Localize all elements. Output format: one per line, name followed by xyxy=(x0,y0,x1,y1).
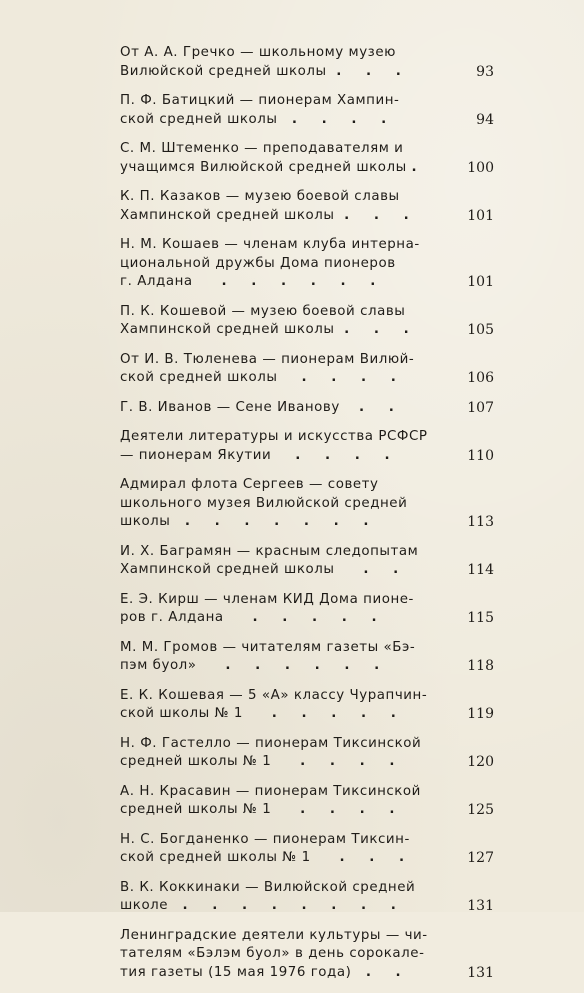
page-number: 101 xyxy=(467,274,494,290)
page-number: 101 xyxy=(467,207,494,224)
entry-text: школе xyxy=(120,898,169,913)
entry-line: школьного музея Вилюйской средней xyxy=(120,495,408,511)
leader-dots: . . . xyxy=(344,207,419,223)
toc-entry xyxy=(120,687,494,724)
toc-entry xyxy=(120,735,494,772)
entry-line xyxy=(120,111,458,130)
entry-text: тия газеты (15 мая 1976 года) xyxy=(120,964,352,980)
leader-dots: . . . . . xyxy=(271,706,406,721)
entry-line: От И. В. Тюленева — пионерам Вилюй- xyxy=(120,351,415,367)
entry-line xyxy=(120,849,458,868)
page-number: 119 xyxy=(467,706,494,722)
entry-text: Хампинской средней школы xyxy=(120,562,335,577)
entry-line xyxy=(120,321,458,340)
leader-dots: . . . . xyxy=(291,111,397,127)
leader-dots: . . . xyxy=(336,63,411,79)
entry-line: Деятели литературы и искусства РСФСР xyxy=(120,429,428,444)
leader-dots: . . . . . . xyxy=(225,658,390,673)
leader-dots: . . . . xyxy=(295,447,400,463)
entry-line: Н. С. Богданенко — пионерам Тиксин- xyxy=(120,831,410,847)
entry-line: К. П. Казаков — музею боевой славы xyxy=(120,189,400,204)
entry-line xyxy=(120,63,458,82)
entry-line xyxy=(120,609,458,628)
toc-entry xyxy=(120,140,494,177)
entry-text: — пионерам Якутии xyxy=(120,447,272,463)
entry-text: г. Алдана xyxy=(120,274,193,289)
entry-text: ской средней школы xyxy=(120,370,278,385)
page-number: 113 xyxy=(467,514,494,530)
entry-line: Н. Ф. Гастелло — пионерам Тиксинской xyxy=(120,735,422,751)
entry-line: П. Ф. Батицкий — пионерам Хампин- xyxy=(120,93,400,108)
leader-dots: . . xyxy=(359,399,404,415)
entry-line xyxy=(120,159,458,178)
page-number: 131 xyxy=(467,898,494,914)
toc-entry xyxy=(120,476,494,532)
entry-line xyxy=(120,447,458,466)
entry-text: Г. В. Иванов — Сене Иванову xyxy=(120,399,340,415)
leader-dots: . . . . xyxy=(300,802,405,817)
entry-line xyxy=(120,273,458,292)
entry-line xyxy=(120,897,458,916)
leader-dots: . . xyxy=(363,562,409,577)
leader-dots: . . . xyxy=(344,322,419,337)
toc-entry xyxy=(120,831,494,868)
entry-text: Вилюйской средней школы xyxy=(120,63,327,79)
entry-text: школы xyxy=(120,514,171,529)
toc-entry xyxy=(120,303,494,340)
leader-dots: . . . . . . . . xyxy=(182,898,406,913)
entry-line: М. М. Громов — читателям газеты «Бэ- xyxy=(120,639,416,655)
page-number: 93 xyxy=(476,63,494,80)
entry-line xyxy=(120,513,458,532)
entry-text: учащимся Вилюйской средней школы xyxy=(120,159,407,175)
entry-line: И. Х. Баграмян — красным следопытам xyxy=(120,543,419,559)
toc-entry xyxy=(120,639,494,676)
entry-line xyxy=(120,561,458,580)
page-number: 100 xyxy=(467,159,494,176)
toc-entry xyxy=(120,591,494,628)
entry-line: тателям «Бэлэм буол» в день сорокале- xyxy=(120,946,425,961)
page-number: 106 xyxy=(467,370,494,386)
entry-line: циональной дружбы Дома пионеров xyxy=(120,255,396,271)
entry-text: пэм буол» xyxy=(120,658,197,673)
entry-text: ской школы № 1 xyxy=(120,706,243,721)
leader-dots: . . . xyxy=(339,850,415,865)
entry-line: С. М. Штеменко — преподавателям и xyxy=(120,141,404,156)
entry-line xyxy=(120,801,458,820)
toc-entry xyxy=(120,428,494,465)
entry-line xyxy=(120,705,458,724)
leader-dots: . . . . . . xyxy=(221,274,386,289)
entry-line: Е. Э. Кирш — членам КИД Дома пионе- xyxy=(120,591,414,607)
leader-dots: . . . . xyxy=(301,370,406,385)
entry-line: В. К. Коккинаки — Вилюйской средней xyxy=(120,879,416,895)
page-number: 115 xyxy=(467,610,494,626)
toc-entry xyxy=(120,351,494,388)
entry-line xyxy=(120,657,458,676)
toc-entry xyxy=(120,879,494,916)
entry-line: Адмирал флота Сергеев — совету xyxy=(120,477,379,492)
toc-entry xyxy=(120,543,494,580)
entry-line xyxy=(120,753,458,772)
entry-line: От А. А. Гречко — школьному музею xyxy=(120,45,396,60)
entry-line xyxy=(120,369,458,388)
toc-entry xyxy=(120,399,494,418)
page-number: 125 xyxy=(467,802,494,818)
entry-line xyxy=(120,399,458,418)
page-number: 105 xyxy=(467,322,494,338)
leader-dots: . . . . . xyxy=(252,610,387,625)
toc-entry xyxy=(120,927,494,983)
page-number: 110 xyxy=(467,447,494,464)
leader-dots: . xyxy=(411,159,427,175)
leader-dots: . . . . . . . xyxy=(184,514,379,529)
entry-line: Ленинградские деятели культуры — чи- xyxy=(120,927,428,943)
page-number: 127 xyxy=(467,850,494,866)
entry-line: Е. К. Кошевая — 5 «А» классу Чурапчин- xyxy=(120,687,428,703)
entry-line: П. К. Кошевой — музею боевой славы xyxy=(120,303,406,319)
leader-dots: . . . . xyxy=(300,754,405,769)
page-number: 94 xyxy=(476,111,494,128)
leader-dots: . . xyxy=(365,964,411,980)
entry-line: А. Н. Красавин — пионерам Тиксинской xyxy=(120,783,421,799)
entry-text: ской средней школы № 1 xyxy=(120,850,311,865)
entry-text: Хампинской средней школы xyxy=(120,207,335,223)
entry-line xyxy=(120,207,458,226)
entry-line: Н. М. Кошаев — членам клуба интерна- xyxy=(120,237,420,252)
entry-text: Хампинской средней школы xyxy=(120,322,335,337)
toc-entry xyxy=(120,188,494,225)
toc-entry xyxy=(120,783,494,820)
toc-entry xyxy=(120,92,494,129)
entry-text: ров г. Алдана xyxy=(120,610,224,625)
entry-text: средней школы № 1 xyxy=(120,802,272,817)
page-number: 118 xyxy=(467,658,494,674)
entry-text: средней школы № 1 xyxy=(120,754,272,769)
page-number: 120 xyxy=(467,754,494,770)
toc-entry xyxy=(120,236,494,292)
table-of-contents xyxy=(120,44,494,993)
page-number: 131 xyxy=(467,964,494,981)
toc-entry xyxy=(120,44,494,81)
entry-text: ской средней школы xyxy=(120,111,278,127)
entry-line xyxy=(120,964,458,983)
page-number: 114 xyxy=(467,562,494,578)
page-number: 107 xyxy=(467,399,494,416)
